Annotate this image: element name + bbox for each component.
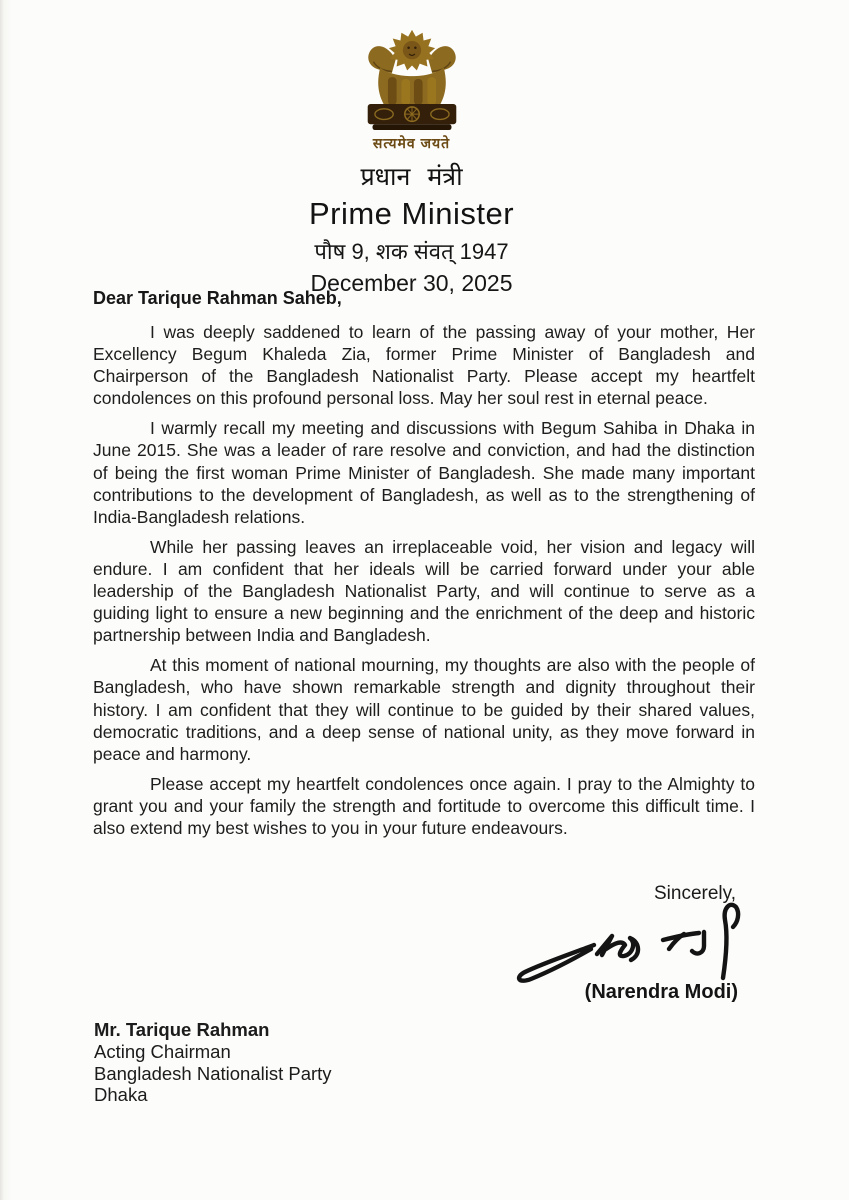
paragraph-5: Please accept my heartfelt condolences once again. I pray to the Almighty to grant you and your family the strength and fortitude to overcome this difficult time. I also extend my best wishes to you in your future endeavours. [93,773,755,838]
signatory-name: (Narendra Modi) [584,981,738,1003]
letter-date-english: December 30, 2025 [310,270,513,296]
paragraph-1: I was deeply saddened to learn of the passing away of your mother, Her Excellency Begum Khaleda Zia, former Prime Minister of Bangladesh and Chairperson of the Bangladesh Nationalist Party. Please accept my heartfelt condolences on this profound personal loss. May her soul rest in eternal peace. [93,322,755,409]
addressee-title: Acting Chairman [94,1040,231,1062]
national-emblem-icon [0,27,836,131]
salutation: Dear Tarique Rahman Saheb, [93,288,342,308]
paragraph-4: At this moment of national mourning, my thoughts are also with the people of Bangladesh, who have shown remarkable strength and dignity throughout their history. I am confident that they will continue to be guided by their shared values, democratic traditions, and a deep sense of national unity, as they move forward in peace and harmony. [93,655,755,764]
pm-title-english: Prime Minister [308,196,515,231]
paragraph-3: While her passing leaves an irreplaceable void, her vision and legacy will endure. I am confident that her ideals will be carried forward under your able leadership of the Bangladesh Nationalist Party, and will continue to serve as a guiding light to ensure a new beginning and the enrichment of the deep and historic partnership between India and Bangladesh. [93,536,755,646]
emblem-motto: सत्यमेव जयते [372,135,451,151]
letter-date-hindi: पौष 9, शक संवत् 1947 [314,239,509,264]
paragraph-2: I warmly recall my meeting and discussions with Begum Sahiba in Dhaka in June 2015. She was a leader of rare resolve and conviction, and had the distinction of being the first woman Prime Minister of Bangladesh. She made many important contributions to the development of Bangladesh, as well as to the strengthening of India-Bangladesh relations. [93,418,755,527]
addressee-organization: Bangladesh Nationalist Party [94,1062,332,1084]
pm-title-hindi: प्रधान मंत्री [360,163,463,191]
addressee-block [94,1019,332,1106]
addressee-city: Dhaka [94,1084,148,1106]
letter-body [93,288,755,847]
letterhead [0,27,836,297]
closing: Sincerely, [653,883,736,904]
addressee-name: Mr. Tarique Rahman [94,1019,270,1040]
